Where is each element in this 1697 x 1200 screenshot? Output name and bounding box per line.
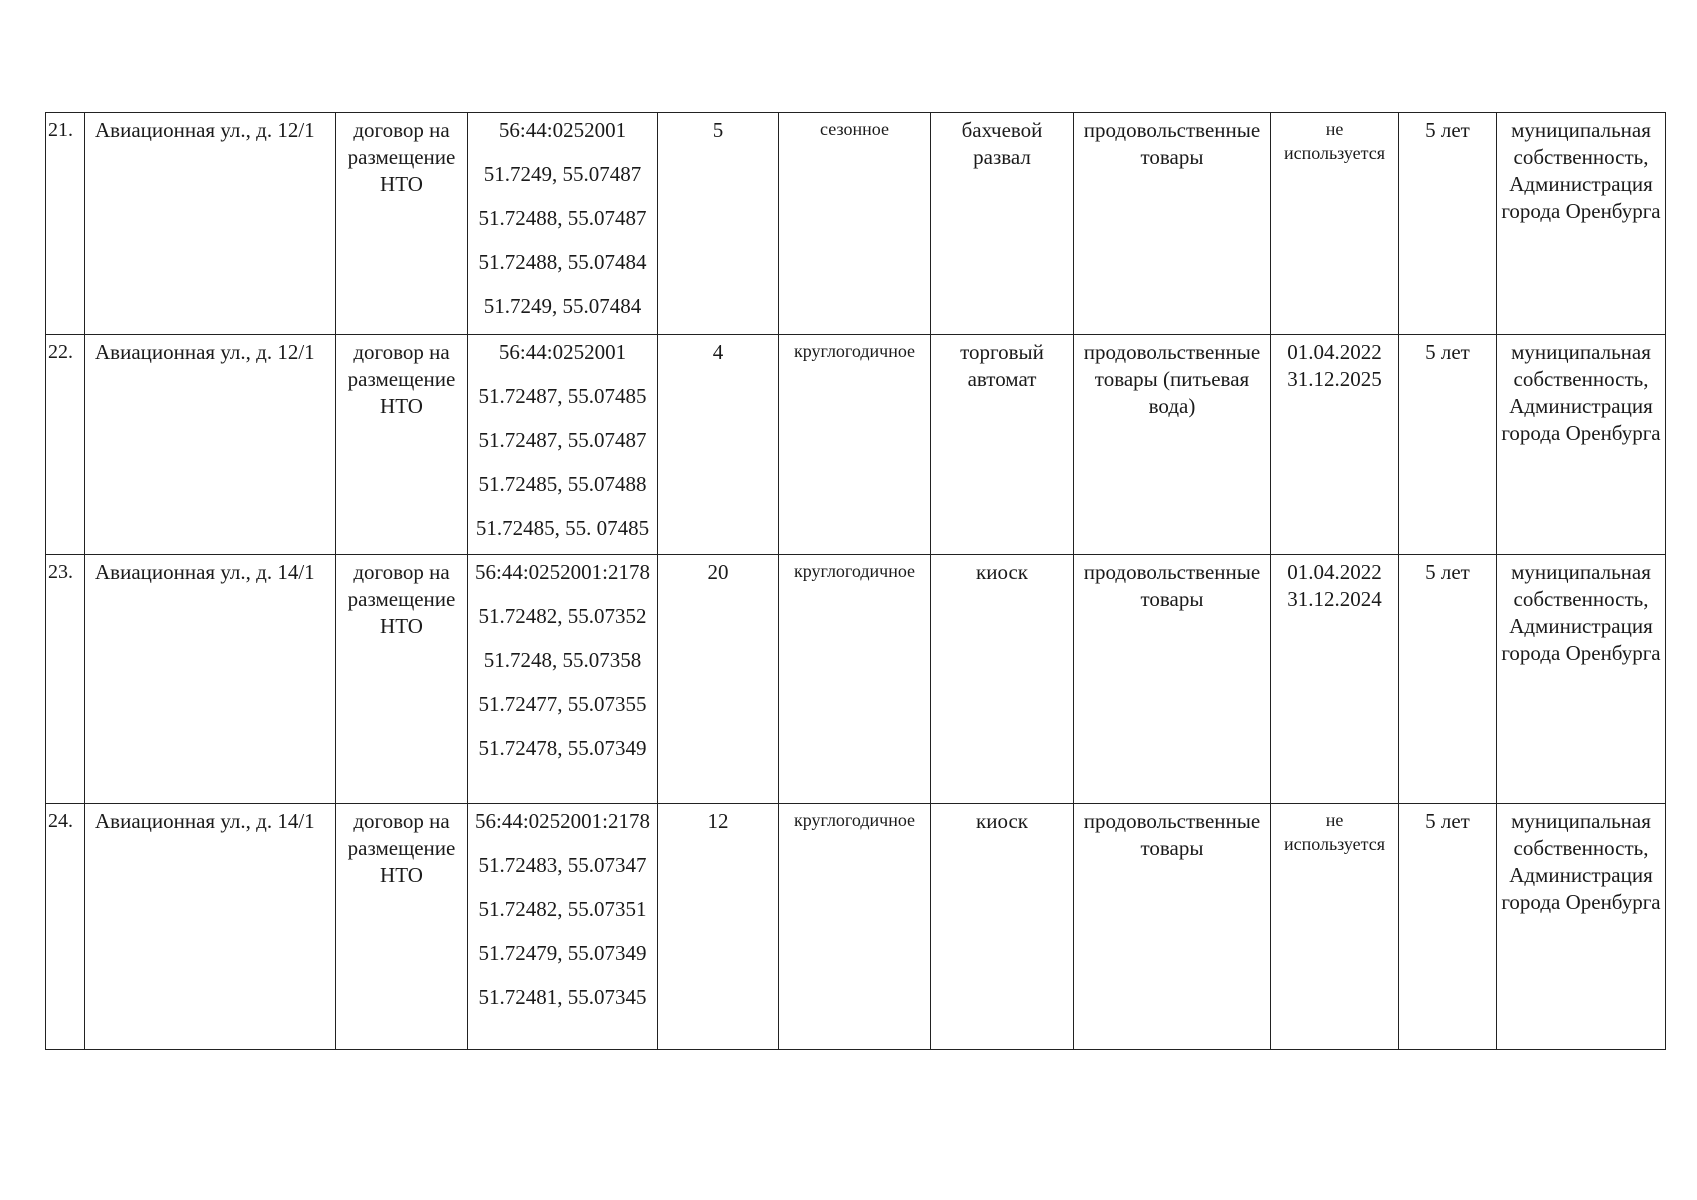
cadastral-number: 56:44:0252001 — [498, 340, 627, 364]
specialization-cell: продовольственные товары — [1074, 113, 1271, 335]
location-cell — [468, 555, 658, 804]
term-cell: 5 лет — [1399, 804, 1497, 1050]
basis-cell: договор на размещение НТО — [336, 804, 468, 1050]
row-number: 24. — [46, 804, 85, 1050]
period-cell: круглогодичное — [779, 335, 931, 555]
period-cell: круглогодичное — [779, 804, 931, 1050]
owner-cell: муниципальная собственность, Администрация города Оренбурга — [1497, 335, 1666, 555]
object-type-cell: бахчевой развал — [931, 113, 1074, 335]
period-cell: круглогодичное — [779, 555, 931, 804]
coordinate-point: 51.72479, 55.07349 — [478, 941, 647, 965]
address-cell: Авиационная ул., д. 12/1 — [85, 113, 336, 335]
specialization-cell: продовольственные товары (питьевая вода) — [1074, 335, 1271, 555]
object-type-cell: торговый автомат — [931, 335, 1074, 555]
coordinate-point: 51.72488, 55.07484 — [478, 250, 647, 274]
owner-cell: муниципальная собственность, Администрация города Оренбурга — [1497, 555, 1666, 804]
object-type-cell: киоск — [931, 555, 1074, 804]
area-cell: 12 — [658, 804, 779, 1050]
area-cell: 5 — [658, 113, 779, 335]
usage-cell: 01.04.2022 31.12.2025 — [1271, 335, 1399, 555]
coordinate-point: 51.72478, 55.07349 — [478, 736, 647, 760]
basis-cell: договор на размещение НТО — [336, 113, 468, 335]
cadastral-number: 56:44:0252001:2178 — [474, 809, 650, 833]
address-cell: Авиационная ул., д. 14/1 — [85, 804, 336, 1050]
basis-cell: договор на размещение НТО — [336, 335, 468, 555]
usage-cell: не используется — [1271, 113, 1399, 335]
basis-cell: договор на размещение НТО — [336, 555, 468, 804]
coordinate-point: 51.72482, 55.07352 — [478, 604, 647, 628]
cadastral-number: 56:44:0252001 — [498, 118, 627, 142]
area-cell: 20 — [658, 555, 779, 804]
nto-registry-table — [45, 112, 1666, 1050]
coordinate-point: 51.72487, 55.07485 — [478, 384, 647, 408]
coordinate-point: 51.72485, 55. 07485 — [475, 516, 650, 540]
location-cell — [468, 335, 658, 555]
term-cell: 5 лет — [1399, 113, 1497, 335]
table-row — [46, 113, 1666, 335]
owner-cell: муниципальная собственность, Администрация города Оренбурга — [1497, 113, 1666, 335]
row-number: 21. — [46, 113, 85, 335]
table-row — [46, 335, 1666, 555]
coordinate-point: 51.72481, 55.07345 — [478, 985, 647, 1009]
location-cell — [468, 804, 658, 1050]
term-cell: 5 лет — [1399, 555, 1497, 804]
row-number: 23. — [46, 555, 85, 804]
table-row — [46, 555, 1666, 804]
location-cell — [468, 113, 658, 335]
object-type-cell: киоск — [931, 804, 1074, 1050]
term-cell: 5 лет — [1399, 335, 1497, 555]
coordinate-point: 51.72487, 55.07487 — [478, 428, 647, 452]
coordinate-point: 51.72485, 55.07488 — [478, 472, 647, 496]
coordinate-point: 51.7249, 55.07484 — [483, 294, 642, 318]
specialization-cell: продовольственные товары — [1074, 804, 1271, 1050]
cadastral-number: 56:44:0252001:2178 — [474, 560, 650, 584]
area-cell: 4 — [658, 335, 779, 555]
specialization-cell: продовольственные товары — [1074, 555, 1271, 804]
table-row — [46, 804, 1666, 1050]
coordinate-point: 51.72482, 55.07351 — [478, 897, 647, 921]
coordinate-point: 51.72477, 55.07355 — [478, 692, 647, 716]
row-number: 22. — [46, 335, 85, 555]
coordinate-point: 51.7248, 55.07358 — [483, 648, 642, 672]
usage-cell: не используется — [1271, 804, 1399, 1050]
coordinate-point: 51.72488, 55.07487 — [478, 206, 647, 230]
period-cell: сезонное — [779, 113, 931, 335]
address-cell: Авиационная ул., д. 12/1 — [85, 335, 336, 555]
coordinate-point: 51.7249, 55.07487 — [483, 162, 642, 186]
address-cell: Авиационная ул., д. 14/1 — [85, 555, 336, 804]
coordinate-point: 51.72483, 55.07347 — [478, 853, 647, 877]
owner-cell: муниципальная собственность, Администрация города Оренбурга — [1497, 804, 1666, 1050]
usage-cell: 01.04.2022 31.12.2024 — [1271, 555, 1399, 804]
